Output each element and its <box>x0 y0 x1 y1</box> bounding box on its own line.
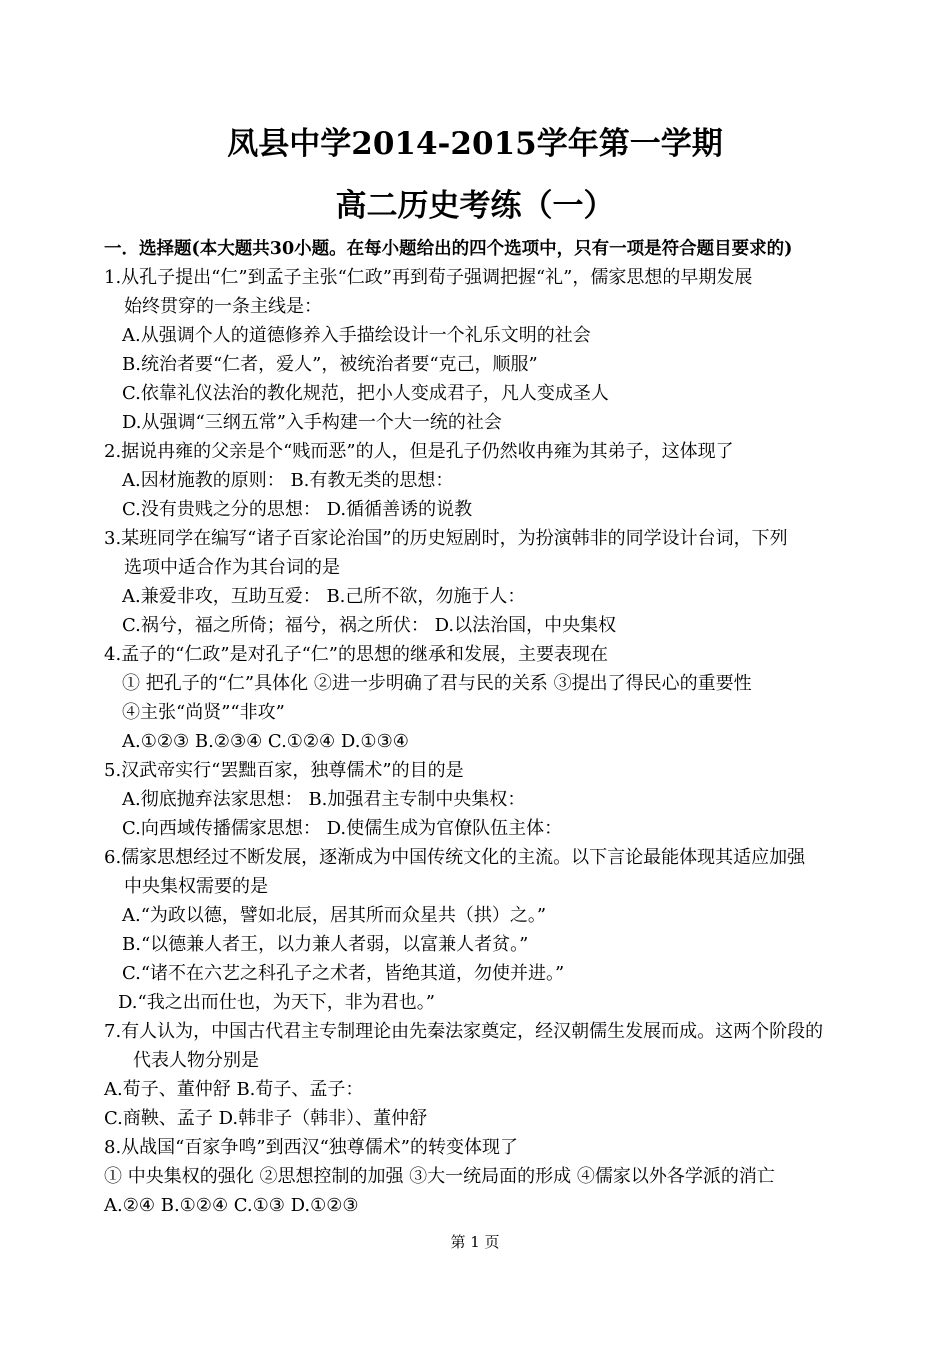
text-line: C.“诸不在六艺之科孔子之术者，皆绝其道，勿使并进。” <box>122 963 565 984</box>
text-line: 1.从孔子提出“仁”到孟子主张“仁政”再到荀子强调把握“礼”，儒家思想的早期发展 <box>104 267 753 288</box>
text-line: C.祸兮，福之所倚；福兮，祸之所伏： D.以法治国，中央集权 <box>122 615 617 636</box>
text-line: 中央集权需要的是 <box>124 876 268 897</box>
text-line: D.“我之出而仕也，为天下，非为君也。” <box>118 992 435 1013</box>
section-heading: 一．选择题(本大题共30小题。在每小题给出的四个选项中，只有一项是符合题目要求的) <box>104 239 793 259</box>
text-line: A.荀子、董仲舒 B.荀子、孟子： <box>104 1079 364 1100</box>
text-line: A.从强调个人的道德修养入手描绘设计一个礼乐文明的社会 <box>122 325 591 346</box>
exam-subtitle: 高二历史考练（一） <box>335 188 615 224</box>
text-line: C.没有贵贱之分的思想： D.循循善诱的说教 <box>122 499 473 520</box>
text-line: B.统治者要“仁者，爱人”，被统治者要“克己，顺服” <box>122 354 538 375</box>
text-line: C.依靠礼仪法治的教化规范，把小人变成君子，凡人变成圣人 <box>122 383 609 404</box>
text-line: A.②④ B.①②④ C.①③ D.①②③ <box>104 1195 359 1216</box>
text-line: 始终贯穿的一条主线是： <box>124 296 322 317</box>
text-line: 8.从战国“百家争鸣”到西汉“独尊儒术”的转变体现了 <box>104 1137 518 1158</box>
text-line: 7.有人认为，中国古代君主专制理论由先秦法家奠定，经汉朝儒生发展而成。这两个阶段的 <box>104 1021 824 1042</box>
text-line: A.“为政以德，譬如北辰，居其所而众星共（拱）之。” <box>122 905 547 926</box>
text-line: 3.某班同学在编写“诸子百家论治国”的历史短剧时，为扮演韩非的同学设计台词，下列 <box>104 528 788 549</box>
text-line: A.①②③ B.②③④ C.①②④ D.①③④ <box>122 731 409 752</box>
page-footer: 第 1 页 <box>450 1233 500 1251</box>
text-line: C.向西域传播儒家思想： D.使儒生成为官僚队伍主体： <box>122 818 563 839</box>
text-line: 6.儒家思想经过不断发展，逐渐成为中国传统文化的主流。以下言论最能体现其适应加强 <box>104 847 806 868</box>
text-line: B.“以德兼人者王，以力兼人者弱，以富兼人者贫。” <box>122 934 529 955</box>
text-line: 选项中适合作为其台词的是 <box>124 557 340 578</box>
text-line: ④主张“尚贤”“非攻” <box>122 702 285 723</box>
text-line: A.彻底抛弃法家思想： B.加强君主专制中央集权： <box>122 789 526 810</box>
exam-title: 凤县中学2014-2015学年第一学期 <box>227 126 723 162</box>
text-line: ① 中央集权的强化 ②思想控制的加强 ③大一统局面的形成 ④儒家以外各学派的消亡 <box>104 1166 775 1187</box>
text-line: A.因材施教的原则： B.有教无类的思想： <box>122 470 454 491</box>
text-line: ① 把孔子的“仁”具体化 ②进一步明确了君与民的关系 ③提出了得民心的重要性 <box>122 673 752 694</box>
text-line: 2.据说冉雍的父亲是个“贱而恶”的人，但是孔子仍然收冉雍为其弟子，这体现了 <box>104 441 734 462</box>
text-line: 代表人物分别是 <box>133 1050 259 1071</box>
text-line: A.兼爱非攻，互助互爱： B.己所不欲，勿施于人： <box>122 586 526 607</box>
text-line: C.商鞅、孟子 D.韩非子（韩非）、董仲舒 <box>104 1108 428 1129</box>
text-line: 5.汉武帝实行“罢黜百家，独尊儒术”的目的是 <box>104 760 464 781</box>
text-line: 4.孟子的“仁政”是对孔子“仁”的思想的继承和发展，主要表现在 <box>104 644 608 665</box>
text-line: D.从强调“三纲五常”入手构建一个大一统的社会 <box>122 412 502 433</box>
